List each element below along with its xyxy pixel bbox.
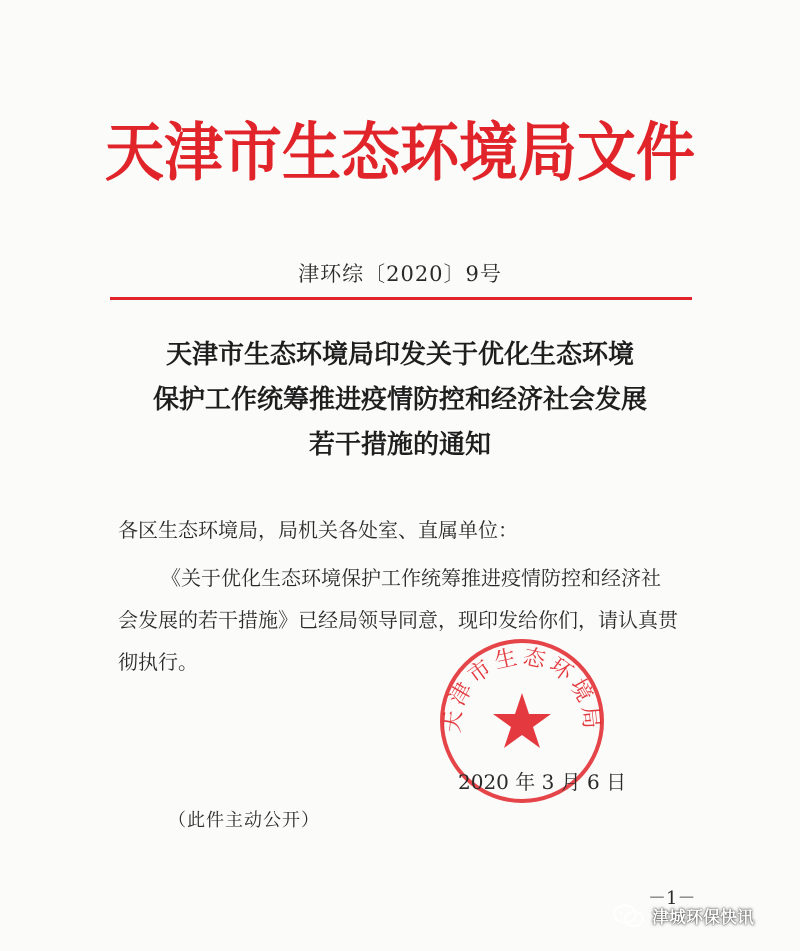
public-disclosure-note: （此件主动公开） [168,810,320,831]
addressee-line: 各区生态环境局，局机关各处室、直属单位： [118,518,518,542]
svg-text:天津市生态环境局: 天津市生态环境局 [440,644,604,734]
red-divider-line [110,297,692,300]
document-header-title: 天津市生态环境局文件 [104,115,695,190]
wechat-icon [612,904,646,928]
notice-title-line: 保护工作统筹推进疫情防控和经济社会发展 [152,385,647,415]
body-line: 《关于优化生态环境保护工作统筹推进疫情防控和经济社 [161,566,661,590]
body-line: 彻执行。 [118,650,198,674]
notice-title-line: 若干措施的通知 [308,430,491,460]
watermark-text: 津城环保快讯 [652,908,754,928]
body-line: 会发展的若干措施》已经局领导同意，现印发给你们，请认真贯 [118,608,678,632]
notice-title [100,333,700,468]
watermark [612,903,754,928]
issue-date: 2020 年 3 月 6 日 [458,770,627,794]
document-number: 津环综〔2020〕9号 [298,262,502,286]
page-number: －1－ [648,888,696,909]
notice-title-line: 天津市生态环境局印发关于优化生态环境 [165,340,634,370]
